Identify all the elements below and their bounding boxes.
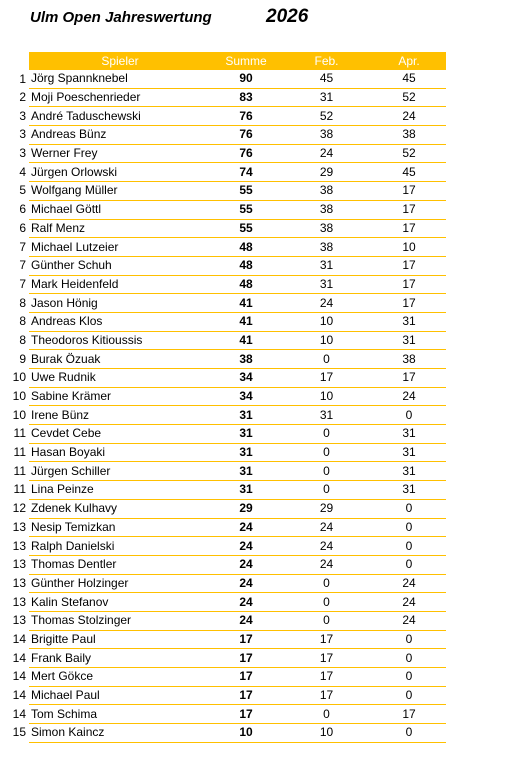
rank-cell: 13 [12, 594, 26, 609]
table-row [6, 649, 446, 668]
player-name-cell: Brigitte Paul [29, 630, 211, 649]
table-row [6, 70, 446, 88]
sum-cell: 76 [211, 107, 281, 126]
table-row [6, 350, 446, 369]
rank-cell: 13 [12, 575, 26, 590]
table-row [6, 406, 446, 425]
sum-cell: 24 [211, 611, 281, 630]
table-row [6, 425, 446, 444]
apr-cell: 31 [372, 443, 446, 462]
sum-cell: 17 [211, 649, 281, 668]
player-name-cell: Jürgen Schiller [29, 462, 211, 481]
sum-cell: 31 [211, 406, 281, 425]
table-row [6, 144, 446, 163]
apr-cell: 31 [372, 481, 446, 500]
apr-cell: 38 [372, 350, 446, 369]
feb-cell: 38 [281, 219, 372, 238]
table-body [6, 70, 446, 742]
feb-cell: 0 [281, 462, 372, 481]
rank-cell: 3 [19, 108, 26, 123]
player-name-cell: Hasan Boyaki [29, 443, 211, 462]
rank-cell: 8 [19, 314, 26, 329]
feb-cell: 29 [281, 499, 372, 518]
sum-column-header: Summe [211, 52, 281, 70]
sum-cell: 31 [211, 443, 281, 462]
feb-cell: 24 [281, 537, 372, 556]
apr-cell: 0 [372, 630, 446, 649]
sum-cell: 41 [211, 312, 281, 331]
feb-column-header: Feb. [281, 52, 372, 70]
document-title: Ulm Open Jahreswertung [30, 9, 212, 26]
player-name-cell: Kalin Stefanov [29, 593, 211, 612]
player-name-cell: Andreas Bünz [29, 126, 211, 145]
player-name-cell: Günther Schuh [29, 256, 211, 275]
table-row [6, 219, 446, 238]
player-name-cell: Irene Bünz [29, 406, 211, 425]
table-row [6, 256, 446, 275]
rank-cell: 13 [12, 557, 26, 572]
sum-cell: 41 [211, 294, 281, 313]
rank-cell: 13 [12, 538, 26, 553]
rank-cell: 3 [19, 146, 26, 161]
ranking-table [6, 52, 446, 743]
player-name-cell: Moji Poeschenrieder [29, 88, 211, 107]
player-name-cell: Mark Heidenfeld [29, 275, 211, 294]
feb-cell: 0 [281, 443, 372, 462]
rank-cell: 14 [12, 669, 26, 684]
rank-cell: 7 [19, 258, 26, 273]
document-year: 2026 [266, 6, 309, 27]
rank-cell: 6 [19, 220, 26, 235]
table-row [6, 724, 446, 743]
feb-cell: 31 [281, 88, 372, 107]
feb-cell: 24 [281, 518, 372, 537]
apr-column-header: Apr. [372, 52, 446, 70]
feb-cell: 0 [281, 574, 372, 593]
sum-cell: 48 [211, 238, 281, 257]
player-name-cell: Andreas Klos [29, 312, 211, 331]
player-name-cell: Cevdet Cebe [29, 425, 211, 444]
rank-cell: 1 [19, 71, 26, 86]
feb-cell: 17 [281, 369, 372, 388]
feb-cell: 0 [281, 350, 372, 369]
rank-cell: 5 [19, 183, 26, 198]
player-name-cell: Sabine Krämer [29, 387, 211, 406]
table-row [6, 275, 446, 294]
table-row [6, 200, 446, 219]
feb-cell: 17 [281, 686, 372, 705]
apr-cell: 31 [372, 425, 446, 444]
feb-cell: 24 [281, 144, 372, 163]
rank-cell: 13 [12, 519, 26, 534]
player-name-cell: Jason Hönig [29, 294, 211, 313]
apr-cell: 45 [372, 163, 446, 182]
feb-cell: 29 [281, 163, 372, 182]
feb-cell: 0 [281, 611, 372, 630]
table-row [6, 294, 446, 313]
table-row [6, 462, 446, 481]
table-row [6, 518, 446, 537]
apr-cell: 17 [372, 256, 446, 275]
table-row [6, 126, 446, 145]
apr-cell: 0 [372, 649, 446, 668]
feb-cell: 0 [281, 425, 372, 444]
player-name-cell: Günther Holzinger [29, 574, 211, 593]
sum-cell: 31 [211, 481, 281, 500]
apr-cell: 0 [372, 406, 446, 425]
sum-cell: 55 [211, 219, 281, 238]
feb-cell: 24 [281, 294, 372, 313]
player-name-cell: Lina Peinze [29, 481, 211, 500]
sum-cell: 55 [211, 182, 281, 201]
sum-cell: 31 [211, 425, 281, 444]
rank-cell: 10 [12, 389, 26, 404]
rank-cell: 11 [13, 445, 26, 460]
feb-cell: 17 [281, 668, 372, 687]
rank-cell: 9 [19, 351, 26, 366]
rank-column-header [6, 52, 29, 70]
rank-cell: 10 [12, 370, 26, 385]
apr-cell: 0 [372, 518, 446, 537]
sum-cell: 76 [211, 144, 281, 163]
table-row [6, 593, 446, 612]
feb-cell: 10 [281, 387, 372, 406]
table-row [6, 387, 446, 406]
feb-cell: 31 [281, 275, 372, 294]
apr-cell: 0 [372, 668, 446, 687]
sum-cell: 17 [211, 705, 281, 724]
player-name-cell: Jörg Spannknebel [29, 70, 211, 88]
apr-cell: 17 [372, 200, 446, 219]
sum-cell: 38 [211, 350, 281, 369]
rank-cell: 14 [12, 688, 26, 703]
feb-cell: 38 [281, 200, 372, 219]
apr-cell: 24 [372, 107, 446, 126]
sum-cell: 24 [211, 574, 281, 593]
sum-cell: 17 [211, 668, 281, 687]
table-row [6, 705, 446, 724]
rank-cell: 14 [12, 706, 26, 721]
player-name-cell: Zdenek Kulhavy [29, 499, 211, 518]
player-name-cell: Tom Schima [29, 705, 211, 724]
feb-cell: 0 [281, 481, 372, 500]
feb-cell: 10 [281, 724, 372, 743]
apr-cell: 10 [372, 238, 446, 257]
feb-cell: 31 [281, 406, 372, 425]
rank-cell: 11 [13, 482, 26, 497]
feb-cell: 24 [281, 555, 372, 574]
rank-cell: 11 [13, 426, 26, 441]
table-row [6, 312, 446, 331]
sum-cell: 74 [211, 163, 281, 182]
player-name-cell: Theodoros Kitioussis [29, 331, 211, 350]
table-row [6, 537, 446, 556]
rank-cell: 8 [19, 295, 26, 310]
player-name-cell: Thomas Dentler [29, 555, 211, 574]
apr-cell: 17 [372, 705, 446, 724]
feb-cell: 38 [281, 238, 372, 257]
table-row [6, 331, 446, 350]
table-header-row [6, 52, 446, 70]
apr-cell: 24 [372, 611, 446, 630]
player-name-cell: Thomas Stolzinger [29, 611, 211, 630]
table-row [6, 443, 446, 462]
rank-cell: 8 [19, 332, 26, 347]
apr-cell: 38 [372, 126, 446, 145]
table-row [6, 611, 446, 630]
apr-cell: 17 [372, 219, 446, 238]
table-row [6, 163, 446, 182]
sum-cell: 76 [211, 126, 281, 145]
player-name-cell: Michael Göttl [29, 200, 211, 219]
apr-cell: 0 [372, 686, 446, 705]
table-row [6, 668, 446, 687]
feb-cell: 10 [281, 312, 372, 331]
sum-cell: 29 [211, 499, 281, 518]
feb-cell: 38 [281, 126, 372, 145]
feb-cell: 45 [281, 70, 372, 88]
apr-cell: 24 [372, 593, 446, 612]
sum-cell: 41 [211, 331, 281, 350]
apr-cell: 31 [372, 312, 446, 331]
sum-cell: 24 [211, 555, 281, 574]
apr-cell: 52 [372, 88, 446, 107]
sum-cell: 83 [211, 88, 281, 107]
table-row [6, 238, 446, 257]
sum-cell: 55 [211, 200, 281, 219]
feb-cell: 38 [281, 182, 372, 201]
rank-cell: 12 [12, 501, 26, 516]
sum-cell: 10 [211, 724, 281, 743]
rank-cell: 2 [19, 90, 26, 105]
rank-cell: 4 [19, 164, 26, 179]
player-name-cell: Ralph Danielski [29, 537, 211, 556]
player-column-header: Spieler [29, 52, 211, 70]
rank-cell: 13 [12, 613, 26, 628]
apr-cell: 24 [372, 574, 446, 593]
player-name-cell: Michael Paul [29, 686, 211, 705]
sum-cell: 48 [211, 275, 281, 294]
apr-cell: 17 [372, 182, 446, 201]
table-row [6, 182, 446, 201]
rank-cell: 10 [12, 407, 26, 422]
apr-cell: 17 [372, 294, 446, 313]
feb-cell: 17 [281, 630, 372, 649]
sum-cell: 17 [211, 686, 281, 705]
sum-cell: 24 [211, 537, 281, 556]
apr-cell: 31 [372, 331, 446, 350]
sum-cell: 24 [211, 518, 281, 537]
table-row [6, 499, 446, 518]
table-row [6, 630, 446, 649]
table-row [6, 481, 446, 500]
apr-cell: 52 [372, 144, 446, 163]
sum-cell: 90 [211, 70, 281, 88]
apr-cell: 45 [372, 70, 446, 88]
player-name-cell: Mert Gökce [29, 668, 211, 687]
table-row [6, 107, 446, 126]
sum-cell: 48 [211, 256, 281, 275]
rank-cell: 7 [19, 276, 26, 291]
table-row [6, 555, 446, 574]
apr-cell: 24 [372, 387, 446, 406]
rank-cell: 3 [19, 127, 26, 142]
sum-cell: 34 [211, 369, 281, 388]
apr-cell: 0 [372, 499, 446, 518]
player-name-cell: Wolfgang Müller [29, 182, 211, 201]
player-name-cell: Uwe Rudnik [29, 369, 211, 388]
rank-cell: 6 [19, 202, 26, 217]
player-name-cell: André Taduschewski [29, 107, 211, 126]
sum-cell: 17 [211, 630, 281, 649]
apr-cell: 31 [372, 462, 446, 481]
player-name-cell: Nesip Temizkan [29, 518, 211, 537]
feb-cell: 31 [281, 256, 372, 275]
feb-cell: 0 [281, 593, 372, 612]
apr-cell: 0 [372, 724, 446, 743]
sum-cell: 34 [211, 387, 281, 406]
player-name-cell: Ralf Menz [29, 219, 211, 238]
table-row [6, 88, 446, 107]
feb-cell: 10 [281, 331, 372, 350]
player-name-cell: Simon Kaincz [29, 724, 211, 743]
sum-cell: 24 [211, 593, 281, 612]
table-row [6, 574, 446, 593]
table-row [6, 369, 446, 388]
rank-cell: 14 [12, 631, 26, 646]
player-name-cell: Frank Baily [29, 649, 211, 668]
sum-cell: 31 [211, 462, 281, 481]
player-name-cell: Burak Özuak [29, 350, 211, 369]
feb-cell: 0 [281, 705, 372, 724]
player-name-cell: Werner Frey [29, 144, 211, 163]
rank-cell: 11 [13, 463, 26, 478]
apr-cell: 17 [372, 369, 446, 388]
apr-cell: 0 [372, 555, 446, 574]
table-row [6, 686, 446, 705]
apr-cell: 17 [372, 275, 446, 294]
apr-cell: 0 [372, 537, 446, 556]
rank-cell: 15 [12, 725, 26, 740]
player-name-cell: Jürgen Orlowski [29, 163, 211, 182]
player-name-cell: Michael Lutzeier [29, 238, 211, 257]
rank-cell: 7 [19, 239, 26, 254]
rank-cell: 14 [12, 650, 26, 665]
feb-cell: 17 [281, 649, 372, 668]
feb-cell: 52 [281, 107, 372, 126]
